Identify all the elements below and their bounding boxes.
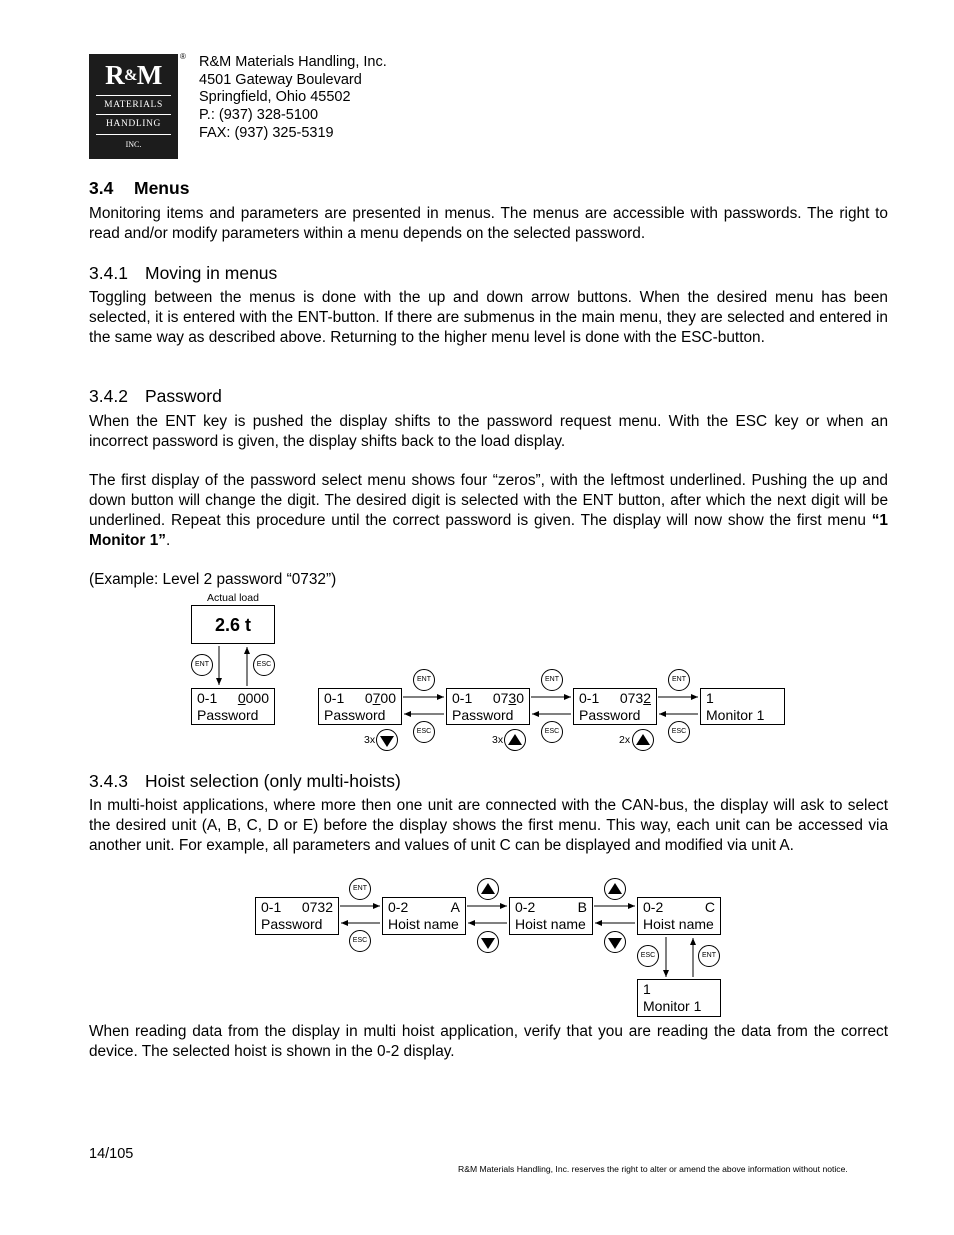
hoist-label: Hoist name — [643, 916, 714, 932]
password-digits: 07 — [492, 690, 509, 706]
address-line: FAX: (937) 325-5319 — [199, 124, 334, 141]
password-value: 0732 — [301, 899, 333, 915]
esc-button-icon: ESC — [668, 721, 690, 743]
logo-materials: MATERIALS — [96, 95, 171, 110]
password-example: (Example: Level 2 password “0732”) — [89, 571, 337, 588]
ent-button-icon: ENT — [349, 878, 371, 900]
address-line: 4501 Gateway Boulevard — [199, 71, 362, 88]
esc-button-icon: ESC — [413, 721, 435, 743]
menu-number: 0-1 — [261, 899, 282, 915]
ent-button-icon: ENT — [191, 654, 213, 676]
hoist-unit: B — [577, 899, 587, 915]
password-label: Password — [261, 916, 323, 932]
monitor-label: Monitor 1 — [706, 707, 765, 723]
ent-button-icon: ENT — [668, 669, 690, 691]
up-arrow-button-icon — [478, 879, 499, 900]
password-digits: 00 — [380, 690, 396, 706]
menu-number: 0-1 — [452, 690, 473, 706]
subsection-title: Hoist selection (only multi-hoists) — [145, 771, 401, 791]
hoist-unit: A — [450, 899, 460, 915]
ent-button-icon: ENT — [413, 669, 435, 691]
esc-button-icon: ESC — [541, 721, 563, 743]
password-digits: 0 — [516, 690, 524, 706]
first-menu-name: “1 Monitor 1” — [89, 512, 888, 549]
address-line: P.: (937) 328-5100 — [199, 107, 319, 124]
subsection-number: 3.4.1 — [89, 263, 128, 283]
down-arrow-button-icon — [478, 932, 499, 953]
menu-number: 0-2 — [643, 899, 664, 915]
subsection-title: Moving in menus — [145, 263, 278, 283]
esc-button-icon: ESC — [637, 945, 659, 967]
password-paragraph-end: . — [165, 532, 171, 549]
closing-paragraph: When reading data from the display in multi hoist application, verify that you are reading the data from the correct device. The selected hoist is shown in the 0-2 display. — [89, 1023, 888, 1060]
press-count: 3x — [492, 734, 504, 746]
address-line: Springfield, Ohio 45502 — [199, 89, 351, 106]
hoist-paragraph: In multi-hoist applications, where more then one unit are connected with the CAN-bus, the display will ask to select the desired unit (A, B, C, D or E) before the display shows the first menu. This way, each unit can be accessed via another unit. For example, all parameters and values of unit C can be displayed and modified via unit A. — [89, 797, 888, 854]
load-display: 2.6 t — [191, 605, 275, 644]
menu-number: 0-1 — [579, 690, 600, 706]
section-number: 3.4 — [89, 178, 114, 198]
underlined-digit: 0 — [237, 690, 246, 706]
press-count: 3x — [364, 734, 376, 746]
press-count: 2x — [619, 734, 631, 746]
logo-rm: R&M — [105, 60, 162, 90]
password-label: Password — [197, 707, 259, 723]
section-title: Menus — [134, 178, 190, 198]
registered-mark: ® — [180, 52, 186, 61]
subsection-number: 3.4.2 — [89, 386, 128, 406]
underlined-digit: 2 — [643, 690, 651, 706]
footer-disclaimer: R&M Materials Handling, Inc. reserves the right to alter or amend the above information without notice. — [458, 1164, 848, 1174]
moving-paragraph: Toggling between the menus is done with the up and down arrow buttons. When the desired menu has been selected, it is entered with the ENT-button. If there are submenus in the main menu, they are selected and entered in the same way as described above. Returning to the higher menu level is done with the ESC-button. — [89, 289, 888, 346]
menu-number: 0-2 — [388, 899, 409, 915]
address-line: R&M Materials Handling, Inc. — [199, 54, 387, 70]
ent-button-icon: ENT — [698, 945, 720, 967]
password-label: Password — [579, 707, 641, 723]
down-arrow-button-icon — [605, 932, 626, 953]
monitor-label: Monitor 1 — [643, 998, 702, 1014]
hoist-unit: C — [704, 899, 715, 915]
password-label: Password — [324, 707, 386, 723]
ent-button-icon: ENT — [541, 669, 563, 691]
password-label: Password — [452, 707, 514, 723]
up-arrow-button-icon — [605, 879, 626, 900]
underlined-digit: 7 — [372, 690, 381, 706]
menus-paragraph: Monitoring items and parameters are presented in menus. The menus are accessible with passwords. The right to read and/or modify parameters within a menu depends on the selected password. — [89, 205, 888, 242]
menu-number: 0-1 — [197, 690, 218, 706]
esc-button-icon: ESC — [253, 654, 275, 676]
monitor-number: 1 — [643, 981, 651, 997]
hoist-label: Hoist name — [388, 916, 459, 932]
password-paragraph-text: The first display of the password select menu shows four “zeros”, with the leftmost underlined. Pushing the up and down button will change the digit. The desired digit is selected with the ENT button, after which the next digit will be underlined. Repeat this procedure until the correct password is given. The display will now show the first menu — [89, 472, 888, 529]
password-digits: 0 — [364, 690, 373, 706]
subsection-title: Password — [145, 386, 222, 406]
menu-number: 0-1 — [324, 690, 345, 706]
underlined-digit: 3 — [508, 690, 517, 706]
password-paragraph-1: When the ENT key is pushed the display shifts to the password request menu. With the ESC key or when an incorrect password is given, the display shifts back to the load display. — [89, 413, 888, 450]
password-digits: 000 — [245, 690, 269, 706]
subsection-number: 3.4.3 — [89, 771, 128, 791]
menu-number: 0-2 — [515, 899, 536, 915]
esc-button-icon: ESC — [349, 930, 371, 952]
actual-load-label: Actual load — [207, 592, 259, 604]
page-number: 14/105 — [89, 1146, 134, 1162]
password-digits: 073 — [619, 690, 644, 706]
monitor-number: 1 — [706, 690, 714, 706]
logo-handling: HANDLING — [96, 114, 171, 129]
hoist-label: Hoist name — [515, 916, 586, 932]
logo-inc: INC. — [96, 134, 171, 149]
